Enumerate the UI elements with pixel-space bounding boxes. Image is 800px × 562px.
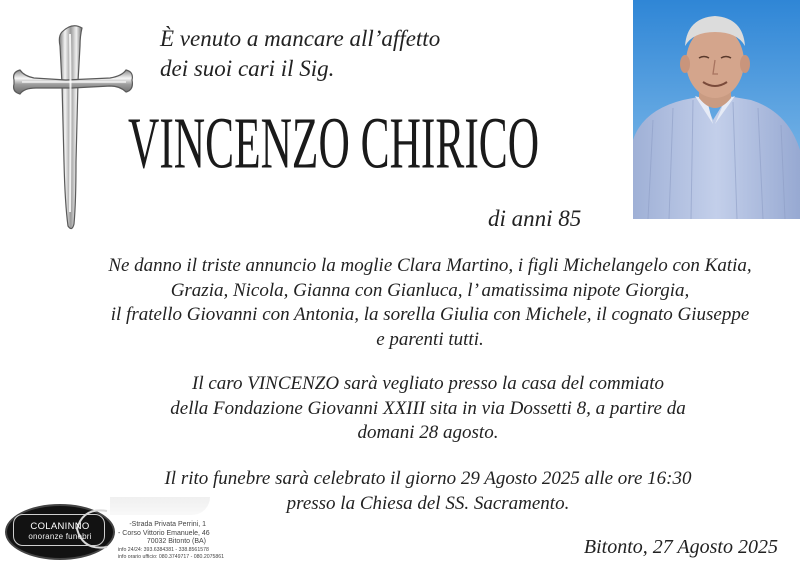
- deceased-age: di anni 85: [488, 206, 582, 231]
- intro-text: [160, 24, 580, 84]
- funeral-line: Il rito funebre sarà celebrato il giorno 29 Agosto 2025 alle ore 16:30: [164, 468, 692, 489]
- address-line: - Corso Vittorio Emanuele, 46: [118, 529, 210, 537]
- wake-paragraph: [48, 372, 800, 446]
- announcement-line: Ne danno il triste annuncio la moglie Clara Martino, i figli Michelangelo con Katia,: [108, 255, 752, 276]
- logo-brand: COLANINNO: [30, 521, 90, 532]
- funeral-line: presso la Chiesa del SS. Sacramento.: [286, 492, 570, 514]
- announcement-line: Grazia, Nicola, Gianna con Gianluca, l’ amatissima nipote Giorgia,: [170, 279, 690, 301]
- logo-tagline: onoranze funebri: [28, 532, 92, 541]
- phone-line: info orario ufficio: 080.3749717 - 080.2075861: [118, 553, 225, 560]
- address-line: 70032 Bitonto (BA): [146, 538, 206, 545]
- deceased-name-text: VINCENZO CHIRICO: [128, 103, 540, 184]
- deceased-portrait: [633, 0, 800, 219]
- announcement-line: e parenti tutti.: [376, 328, 484, 350]
- address-line: -Strada Privata Perrini, 1: [129, 521, 206, 528]
- announcement-paragraph: [50, 254, 800, 352]
- intro-line: È venuto a mancare all’affetto: [160, 26, 441, 51]
- place-date: Bitonto, 27 Agosto 2025: [583, 536, 778, 558]
- phone-line: info 24/24: 393.6384381 - 338.8561578: [118, 546, 209, 553]
- silver-cross-icon: [10, 22, 134, 234]
- logo-banner: [110, 497, 210, 515]
- intro-line: dei suoi cari il Sig.: [160, 56, 335, 81]
- wake-line: domani 28 agosto.: [357, 422, 499, 443]
- deceased-name: [128, 103, 540, 198]
- announcement-line: il fratello Giovanni con Antonia, la sorella Giulia con Michele, il cognato Giuseppe: [110, 304, 750, 325]
- wake-line: Il caro VINCENZO sarà vegliato presso la casa del commiato: [192, 373, 664, 394]
- portrait-image: [633, 0, 800, 219]
- logo-address: [118, 521, 225, 561]
- wake-line: della Fondazione Giovanni XXIII sita in via Dossetti 8, a partire da: [170, 397, 686, 419]
- funeral-home-logo: [0, 497, 225, 562]
